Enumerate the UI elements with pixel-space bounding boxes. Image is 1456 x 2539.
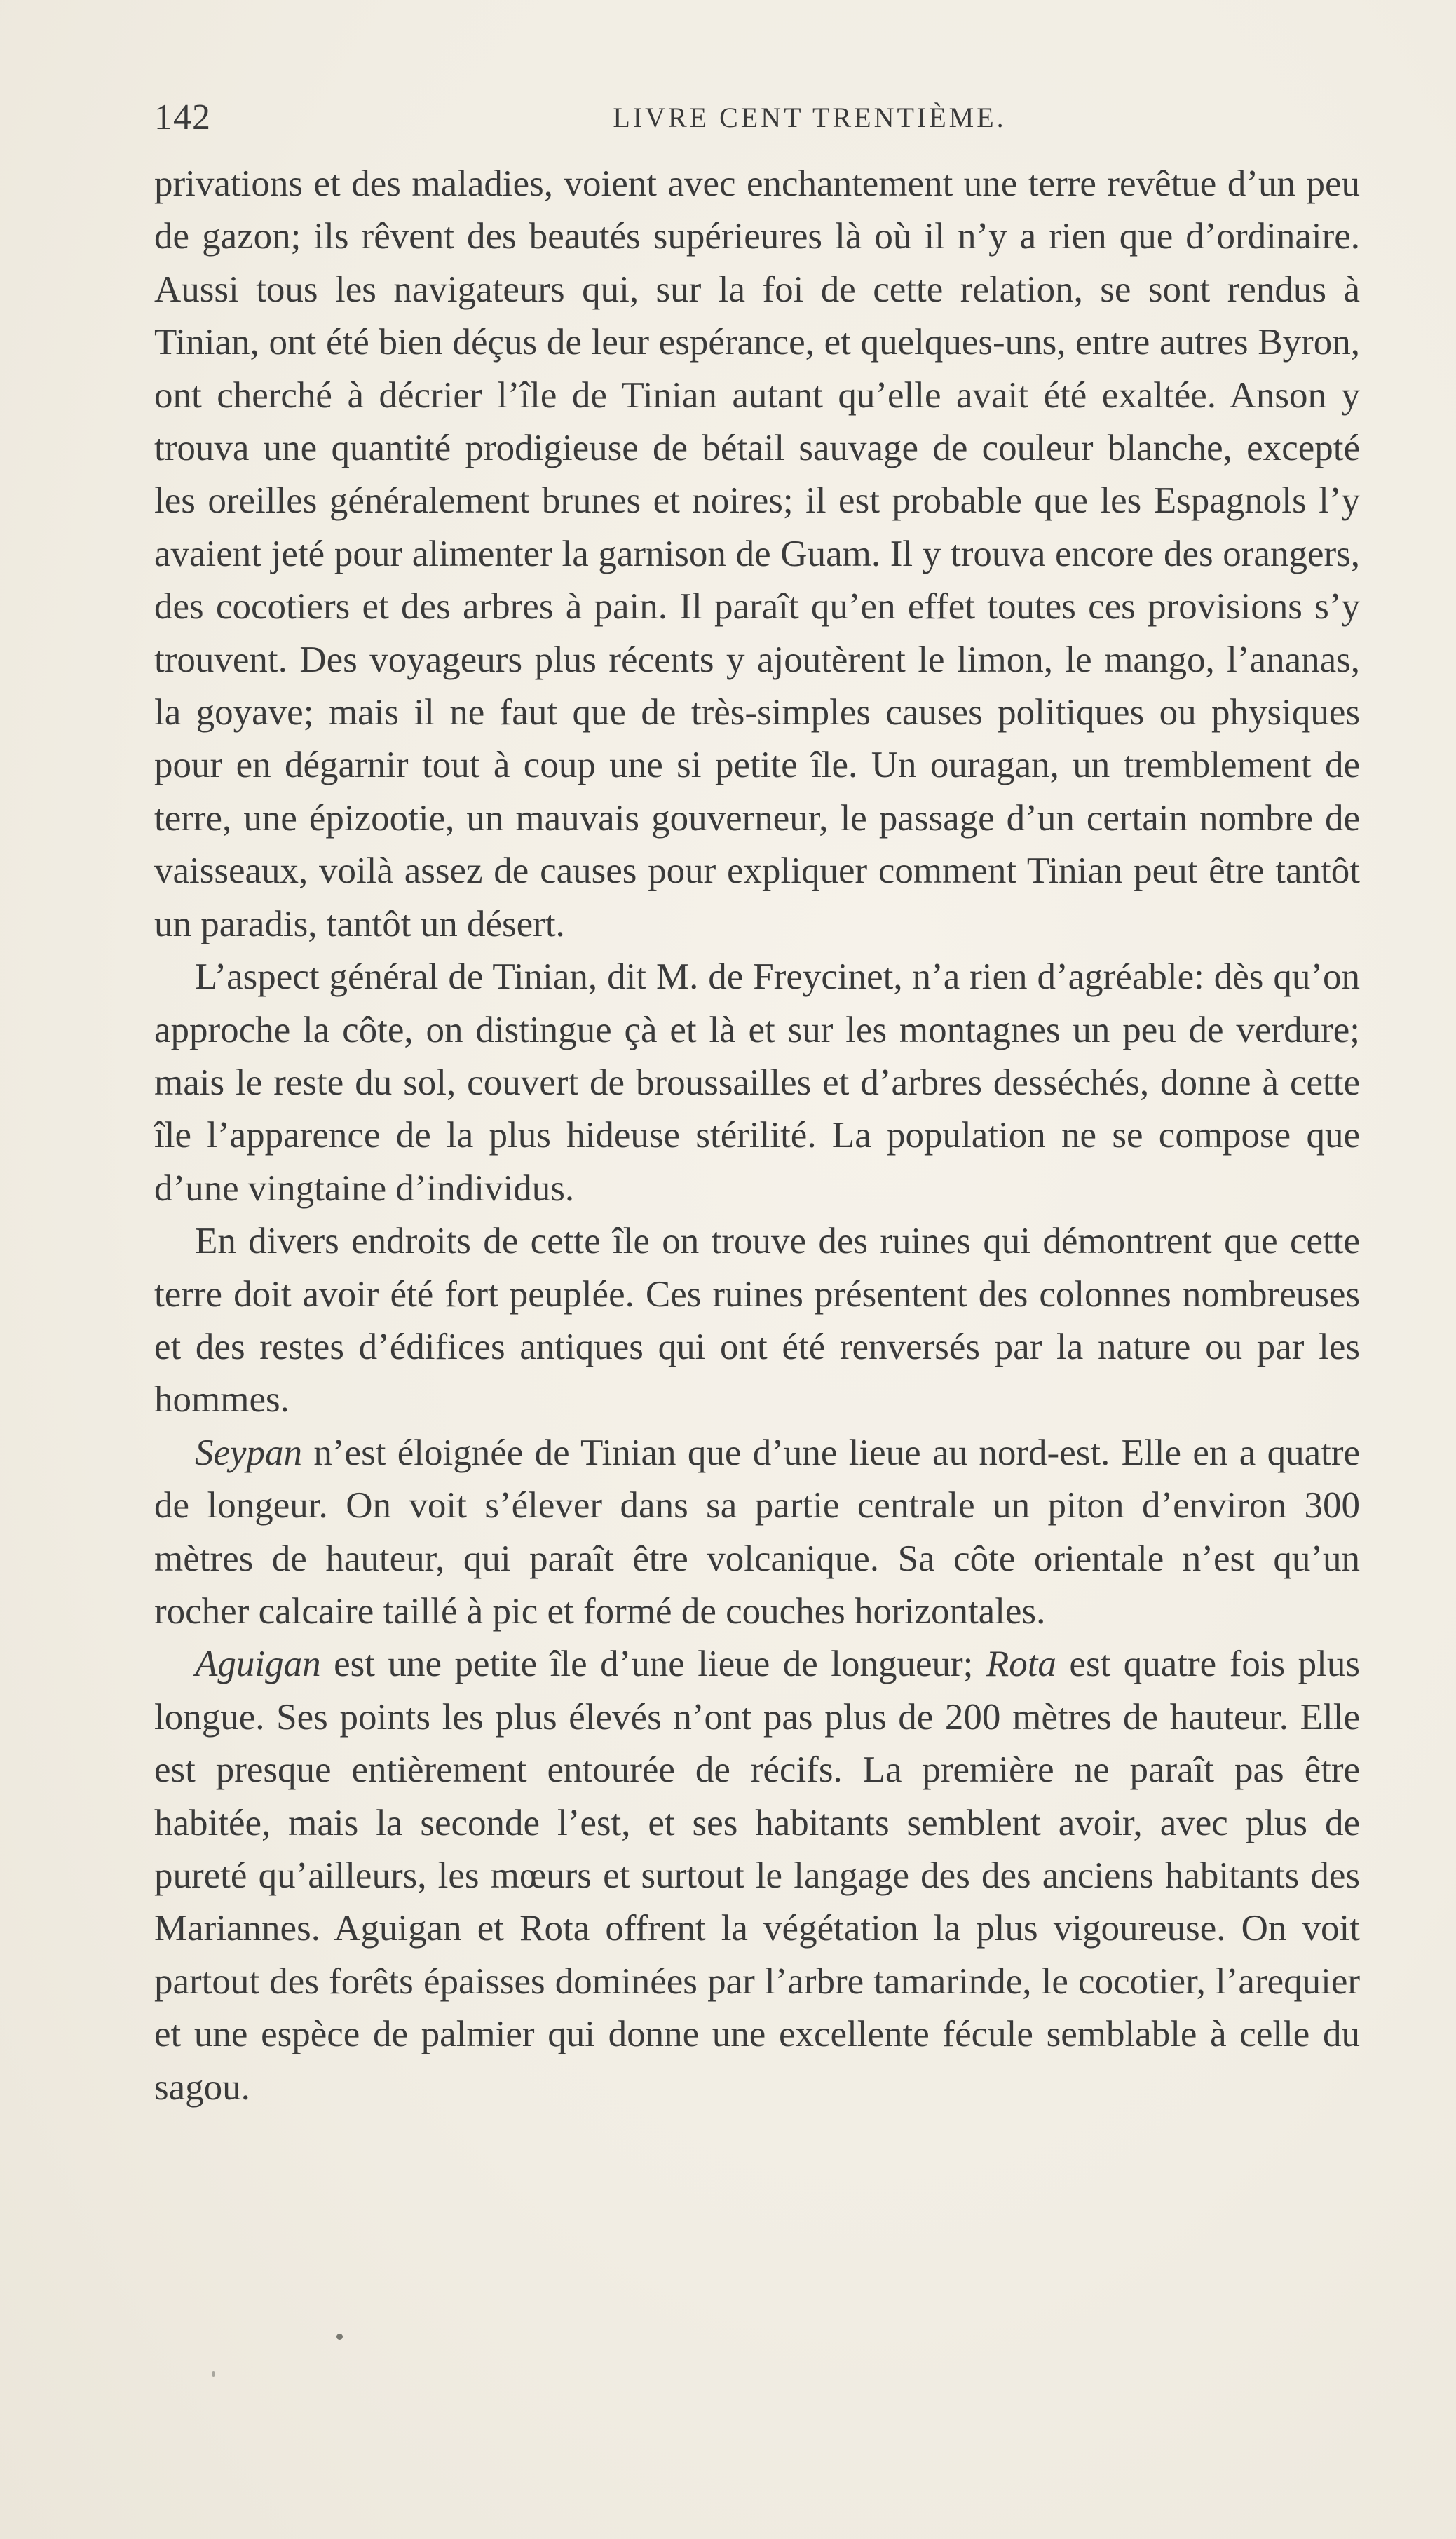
page-header (154, 91, 1360, 147)
page-number: 142 (154, 97, 211, 137)
paragraph-4 (154, 1427, 1360, 1639)
place-name-seypan: Seypan (195, 1432, 303, 1473)
paragraph-2: L’aspect général de Tinian, dit M. de Freycinet, n’a rien d’agréable: dès qu’on approche la côte, on distingue çà et là et sur les montagnes un peu de verdure; mais le reste du sol, couvert de broussailles et d’arbres desséchés, donne à cette île l’apparence de la plus hideuse stérilité. La population ne se compose que d’une vingtaine d’individus. (154, 956, 1360, 1209)
place-name-aguigan: Aguigan (195, 1644, 321, 1685)
paragraph-1: privations et des maladies, voient avec enchantement une terre revêtue d’un peu de gazon; ils rêvent des beautés supérieures là où il n’y a rien que d’ordinaire. Aussi tous les navigateurs qui, sur la foi de cette relation, se sont rendus à Tinian, ont été bien déçus de leur espérance, et quelques-uns, entre autres Byron, ont cherché à décrier l’île de Tinian autant qu’elle avait été exaltée. Anson y trouva une quantité prodigieuse de bétail sauvage de couleur blanche, excepté les oreilles généralement brunes et noires; il est probable que les Espagnols l’y avaient jeté pour alimenter la garnison de Guam. Il y trouva encore des orangers, des cocotiers et des arbres à pain. Il paraît qu’en effet toutes ces provisions s’y trouvent. Des voyageurs plus récents y ajoutèrent le limon, le mango, l’ananas, la goyave; mais il ne faut que de très-simples causes politiques ou physiques pour en dégarnir tout à coup une si petite île. Un ouragan, un tremblement de terre, une épizootie, un mauvais gouverneur, le passage d’un certain nombre de vaisseaux, voilà assez de causes pour expliquer comment Tinian peut être tantôt un paradis, tantôt un désert. (154, 163, 1360, 944)
paragraph-4-text: n’est éloignée de Tinian que d’une lieue au nord-est. Elle en a quatre de longeur. On voit s’élever dans sa partie centrale un piton d’environ 300 mètres de hauteur, qui paraît être volcanique. Sa côte orientale n’est qu’un rocher calcaire taillé à pic et formé de couches horizontales. (154, 1432, 1360, 1632)
ink-speck (212, 2371, 215, 2377)
paragraph-5 (154, 1638, 1360, 2114)
body-text (154, 158, 1360, 2114)
running-title: LIVRE CENT TRENTIÈME. (613, 102, 1007, 133)
ink-speck (336, 2334, 343, 2340)
place-name-rota: Rota (986, 1644, 1056, 1685)
paragraph-5-text-a: est une petite île d’une lieue de longueur; (320, 1644, 986, 1685)
paragraph-3: En divers endroits de cette île on trouve des ruines qui démontrent que cette terre doit avoir été fort peuplée. Ces ruines présentent des colonnes nombreuses et des restes d’édifices antiques qui ont été renversés par la nature ou par les hommes. (154, 1221, 1360, 1421)
paragraph-5-text-b: est quatre fois plus longue. Ses points les plus élevés n’ont pas plus de 200 mètres de hauteur. Elle est presque entièrement entourée de récifs. La première ne paraît pas être habitée, mais la seconde l’est, et ses habitants semblent avoir, avec plus de pureté qu’ailleurs, les mœurs et surtout le langage des des anciens habitants des Mariannes. Aguigan et Rota offrent la végétation la plus vigoureuse. On voit partout des forêts épaisses dominées par l’arbre tamarinde, le cocotier, l’arequier et une espèce de palmier qui donne une excellente fécule semblable à celle du sagou. (154, 1644, 1360, 2108)
